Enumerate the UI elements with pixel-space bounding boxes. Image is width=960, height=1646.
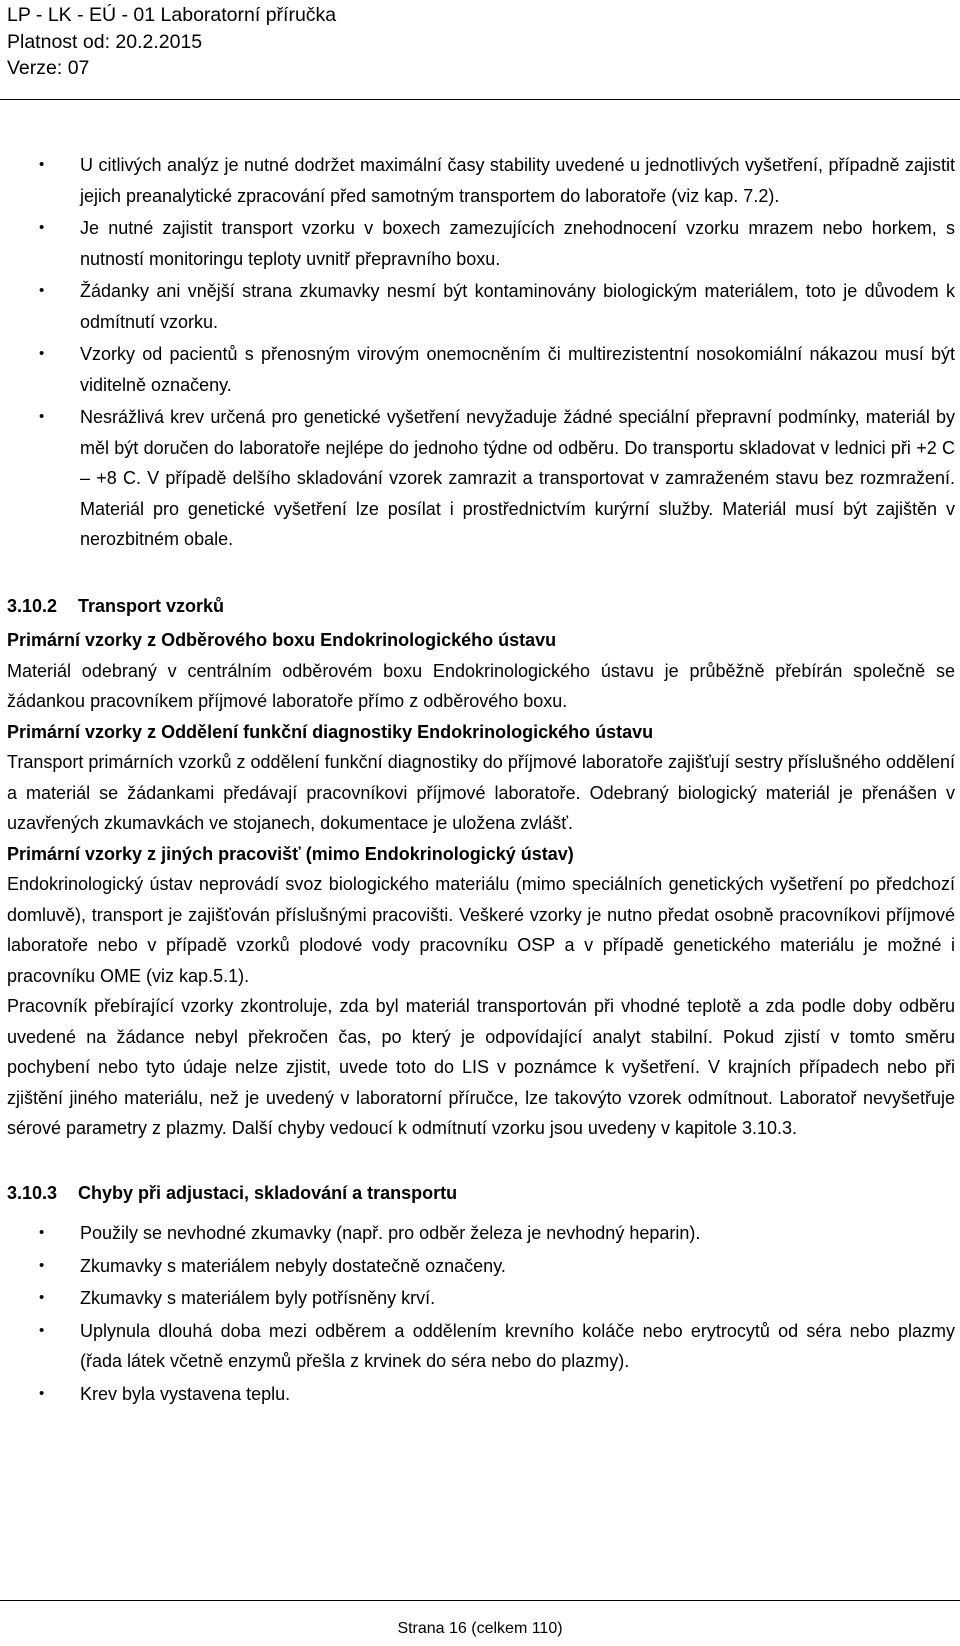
list-item-text: U citlivých analýz je nutné dodržet maximální časy stability uvedené u jednotlivých vyšetření, případně zajistit jejich preanalytické zpracování před samotným transportem do laboratoře (viz kap. 7.2).	[80, 155, 955, 206]
list-item	[7, 339, 955, 400]
list-item	[7, 1379, 955, 1410]
list-item-text: Je nutné zajistit transport vzorku v boxech zamezujících znehodnocení vzorku mrazem nebo horkem, s nutností monitoringu teploty uvnitř přepravního boxu.	[80, 218, 955, 269]
bullet-icon: •	[39, 282, 45, 299]
list-item-text: Použily se nevhodné zkumavky (např. pro odběr železa je nevhodný heparin).	[80, 1223, 701, 1243]
bullet-icon: •	[39, 408, 45, 425]
page-content	[7, 150, 955, 1411]
list-item-text: Nesrážlivá krev určená pro genetické vyšetření nevyžaduje žádné speciální přepravní podmínky, materiál by měl být doručen do laboratoře nejlépe do jednoho týdne od odběru. Do transportu skladovat v lednici při +2 C – +8 C. V případě delšího skladování vzorek zamrazit a transportovat v zamraženém stavu bez rozmražení. Materiál pro genetické vyšetření lze posílat i prostřednictvím kurýrní služby. Materiál musí být zajištěn v nerozbitném obale.	[80, 407, 955, 549]
subheading-odberovy-box: Primární vzorky z Odběrového boxu Endokrinologického ústavu	[7, 630, 557, 650]
subheading-funkcni-diagnostika: Primární vzorky z Oddělení funkční diagnostiky Endokrinologického ústavu	[7, 721, 654, 742]
bullet-icon: •	[39, 345, 45, 362]
list-item	[7, 402, 955, 555]
header-validity: Platnost od: 20.2.2015	[7, 30, 203, 53]
errors-bullet-list	[7, 1218, 955, 1409]
bullet-icon: •	[39, 1224, 45, 1241]
bullet-icon: •	[39, 1321, 45, 1339]
paragraph-jina-pracoviste: Endokrinologický ústav neprovádí svoz biologického materiálu (mimo speciálních genetických vyšetření po předchozí domluvě), transport je zajišťován příslušnými pracovišti. Veškeré vzorky je nutno předat osobně pracovníkovi příjmové laboratoře nebo v případě vzorků plodové vody pracovníku OSP a v případě genetického materiálu je možné i pracovníku OME (viz kap.5.1).	[7, 874, 955, 986]
list-item	[7, 1218, 955, 1249]
list-item-text: Zkumavky s materiálem nebyly dostatečně označeny.	[80, 1255, 506, 1276]
list-item-text: Krev byla vystavena teplu.	[80, 1383, 291, 1404]
header-title: LP - LK - EÚ - 01 Laboratorní příručka	[7, 4, 337, 26]
document-header	[7, 2, 960, 82]
header-divider	[0, 99, 960, 100]
footer-divider	[0, 1600, 960, 1601]
section-number: 3.10.2	[7, 595, 58, 616]
list-item	[7, 1283, 955, 1314]
list-item-text: Vzorky od pacientů s přenosným virovým onemocněním či multirezistentní nosokomiální nákazou musí být viditelně označeny.	[80, 344, 955, 395]
list-item	[7, 276, 955, 337]
bullet-icon: •	[39, 1256, 45, 1274]
intro-bullet-list	[7, 150, 955, 555]
subheading-jina-pracoviste: Primární vzorky z jiných pracovišť (mimo Endokrinologický ústav)	[7, 843, 574, 864]
list-item	[7, 1316, 955, 1377]
list-item	[7, 1251, 955, 1282]
paragraph-odberovy-box: Materiál odebraný v centrálním odběrovém boxu Endokrinologického ústavu je průběžně přebírán společně se žádankou pracovníkem příjmové laboratoře přímo z odběrového boxu.	[7, 660, 955, 711]
page-number: Strana 16 (celkem 110)	[397, 1620, 563, 1637]
header-version: Verze: 07	[7, 57, 90, 79]
bullet-icon: •	[39, 219, 45, 236]
bullet-icon: •	[39, 1289, 45, 1306]
section-heading-3-10-3	[7, 1178, 955, 1209]
list-item	[7, 213, 955, 274]
bullet-icon: •	[39, 156, 45, 173]
list-item-text: Uplynula dlouhá doba mezi odběrem a oddělením krevního koláče nebo erytrocytů od séra nebo plazmy (řada látek včetně enzymů přešla z krvinek do séra nebo do plazmy).	[80, 1320, 955, 1371]
section-number: 3.10.3	[7, 1182, 58, 1203]
paragraph-funkcni-diagnostika: Transport primárních vzorků z oddělení funkční diagnostiky do příjmové laboratoře zajišťují sestry příslušného oddělení a materiál se žádankami předávají pracovníkovi příjmové laboratoře. Odebraný biologický materiál je přenášen v uzavřených zkumavkách ve stojanech, dokumentace je uložena zvlášť.	[7, 752, 955, 833]
list-item	[7, 150, 955, 211]
section-title: Transport vzorků	[78, 595, 225, 616]
bullet-icon: •	[39, 1384, 45, 1402]
list-item-text: Žádanky ani vnější strana zkumavky nesmí být kontaminovány biologickým materiálem, toto je důvodem k odmítnutí vzorku.	[80, 281, 955, 332]
section-title: Chyby při adjustaci, skladování a transportu	[78, 1182, 458, 1203]
paragraph-kontrola-vzorku: Pracovník přebírající vzorky zkontroluje, zda byl materiál transportován při vhodné teplotě a zda podle doby odběru uvedené na žádance nebyl překročen čas, po který je odpovídající analyt stabilní. Pokud zjistí v tomto směru pochybení nebo tyto údaje nelze zjistit, uvede toto do LIS v poznámce k vyšetření. V krajních případech nebo při zjištění jiného materiálu, než je uvedený v laboratorní příručce, lze takovýto vzorek odmítnout. Laboratoř nevyšetřuje sérové parametry z plazmy. Další chyby vedoucí k odmítnutí vzorku jsou uvedeny v kapitole 3.10.3.	[7, 996, 955, 1138]
list-item-text: Zkumavky s materiálem byly potřísněny krví.	[80, 1288, 436, 1308]
section-heading-3-10-2	[7, 591, 955, 622]
